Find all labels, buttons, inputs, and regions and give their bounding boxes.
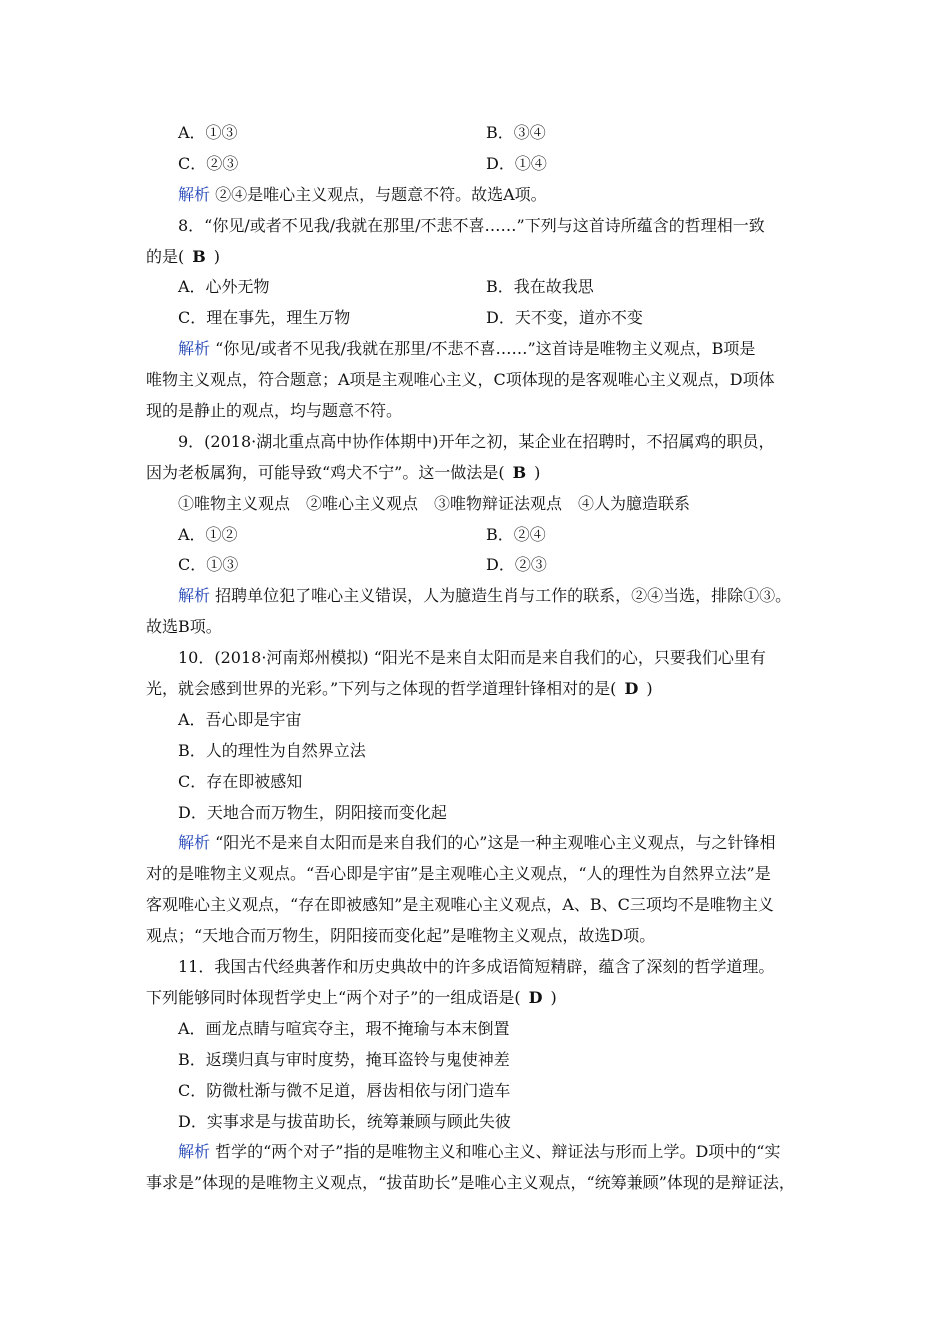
q10-stem-prefix: 光，就会感到世界的光彩。”下列与之体现的哲学道理针锋相对的是( bbox=[146, 679, 617, 699]
q11-option-a: A．画龙点睛与喧宾夺主，瑕不掩瑜与本末倒置 bbox=[178, 1018, 510, 1038]
q11-answer: D bbox=[528, 987, 543, 1007]
q10-analysis-line-1 bbox=[146, 828, 826, 859]
q11-analysis-text: 哲学的“两个对子”指的是唯物主义和唯心主义、辩证法与形而上学。D项中的“实 bbox=[215, 1142, 781, 1162]
q8-analysis-line-1 bbox=[146, 334, 826, 365]
q7-analysis-label: 解析 bbox=[178, 184, 211, 204]
q9-option-b: B．②④ bbox=[486, 524, 546, 544]
q11-analysis-label: 解析 bbox=[178, 1142, 211, 1162]
q9-option-a: A．①② bbox=[178, 524, 238, 544]
q8-stem-line-2 bbox=[146, 242, 826, 273]
q8-analysis-text: “你见/或者不见我/我就在那里/不悲不喜……”这首诗是唯物主义观点，B项是 bbox=[215, 339, 756, 359]
q8-option-b: B．我在故我思 bbox=[486, 277, 594, 297]
q10-analysis-line-4: 观点；“天地合而万物生，阴阳接而变化起”是唯物主义观点，故选D项。 bbox=[146, 926, 656, 946]
q11-stem-line-1: 11．我国古代经典著作和历史典故中的许多成语简短精辟，蕴含了深刻的哲学道理。 bbox=[178, 957, 775, 977]
q7-option-b: B．③④ bbox=[486, 123, 546, 142]
q7-option-d: D．①④ bbox=[486, 153, 547, 173]
q11-analysis-line-2: 事求是”体现的是唯物主义观点，“拔苗助长”是唯心主义观点，“统筹兼顾”体现的是辩证法， bbox=[146, 1173, 795, 1193]
q9-items: ①唯物主义观点 ②唯心主义观点 ③唯物辩证法观点 ④人为臆造联系 bbox=[178, 493, 691, 513]
q11-option-c: C．防微杜渐与微不足道，唇齿相依与闭门造车 bbox=[178, 1080, 511, 1100]
q11-option-b: B．返璞归真与审时度势，掩耳盗铃与鬼使神差 bbox=[178, 1049, 510, 1069]
q10-analysis-label: 解析 bbox=[178, 833, 211, 853]
q10-option-b: B．人的理性为自然界立法 bbox=[178, 740, 366, 760]
q10-answer: D bbox=[624, 679, 639, 699]
q9-analysis-line-2: 故选B项。 bbox=[146, 617, 222, 637]
q9-stem-prefix: 因为老板属狗，可能导致“鸡犬不宁”。这一做法是( bbox=[146, 462, 505, 482]
q9-option-d: D．②③ bbox=[486, 555, 547, 575]
q11-stem-line-2 bbox=[146, 983, 826, 1014]
q8-analysis-label: 解析 bbox=[178, 339, 211, 359]
q9-stem-line-1: 9．(2018·湖北重点高中协作体期中)开年之初，某企业在招聘时，不招属鸡的职员， bbox=[178, 431, 775, 451]
q11-analysis-line-1 bbox=[146, 1137, 826, 1168]
q11-option-d: D．实事求是与拔苗助长，统筹兼顾与顾此失彼 bbox=[178, 1111, 511, 1131]
q10-stem-line-1: 10．(2018·河南郑州模拟) “阳光不是来自太阳而是来自我们的心，只要我们心里有 bbox=[178, 648, 766, 668]
q9-options-row-2 bbox=[146, 550, 826, 581]
q9-analysis-text: 招聘单位犯了唯心主义错误，人为臆造生肖与工作的联系，②④当选，排除①③。 bbox=[215, 586, 792, 606]
q10-analysis-line-3: 客观唯心主义观点，“存在即被感知”是主观唯心主义观点，A、B、C三项均不是唯物主义 bbox=[146, 895, 774, 915]
q10-stem-line-2 bbox=[146, 674, 826, 705]
q9-analysis-line-1 bbox=[146, 581, 826, 612]
q8-options-row-1 bbox=[146, 272, 826, 303]
q8-analysis-line-2: 唯物主义观点，符合题意；A项是主观唯心主义，C项体现的是客观唯心主义观点，D项体 bbox=[146, 370, 775, 390]
q8-answer: B bbox=[192, 246, 206, 266]
q11-stem-prefix: 下列能够同时体现哲学史上“两个对子”的一组成语是( bbox=[146, 987, 521, 1007]
q9-stem-line-2 bbox=[146, 458, 826, 489]
q7-options-row-1 bbox=[146, 118, 826, 149]
q9-options-row-1 bbox=[146, 520, 826, 551]
q9-option-c: C．①③ bbox=[178, 555, 239, 575]
document-page bbox=[146, 118, 826, 1199]
q10-stem-suffix: ) bbox=[646, 679, 653, 699]
q8-option-c: C．理在事先，理生万物 bbox=[178, 308, 351, 328]
q10-option-c: C．存在即被感知 bbox=[178, 771, 303, 791]
q8-stem-prefix: 的是( bbox=[146, 246, 185, 266]
q7-options-row-2 bbox=[146, 149, 826, 180]
q9-stem-suffix: ) bbox=[534, 462, 541, 482]
q10-option-a: A．吾心即是宇宙 bbox=[178, 709, 302, 729]
q7-option-c: C．②③ bbox=[178, 153, 239, 173]
q8-analysis-line-3: 现的是静止的观点，均与题意不符。 bbox=[146, 401, 403, 421]
q8-options-row-2 bbox=[146, 303, 826, 334]
q8-option-d: D．天不变，道亦不变 bbox=[486, 308, 643, 328]
q10-option-d: D．天地合而万物生，阴阳接而变化起 bbox=[178, 802, 447, 822]
q7-analysis bbox=[146, 180, 826, 211]
q10-analysis-line-2: 对的是唯物主义观点。“吾心即是宇宙”是主观唯心主义观点，“人的理性为自然界立法”是 bbox=[146, 864, 771, 884]
q9-analysis-label: 解析 bbox=[178, 586, 211, 606]
q11-stem-suffix: ) bbox=[550, 987, 557, 1007]
q7-analysis-text: ②④是唯心主义观点，与题意不符。故选A项。 bbox=[215, 184, 547, 204]
q7-option-a: A．①③ bbox=[178, 123, 238, 142]
q8-option-a: A．心外无物 bbox=[178, 277, 270, 297]
q9-answer: B bbox=[512, 462, 527, 482]
q8-stem-line-1: 8．“你见/或者不见我/我就在那里/不悲不喜……”下列与这首诗所蕴含的哲理相一致 bbox=[178, 215, 765, 235]
q8-stem-suffix: ) bbox=[213, 246, 221, 266]
q10-analysis-text: “阳光不是来自太阳而是来自我们的心”这是一种主观唯心主义观点，与之针锋相 bbox=[215, 833, 776, 853]
